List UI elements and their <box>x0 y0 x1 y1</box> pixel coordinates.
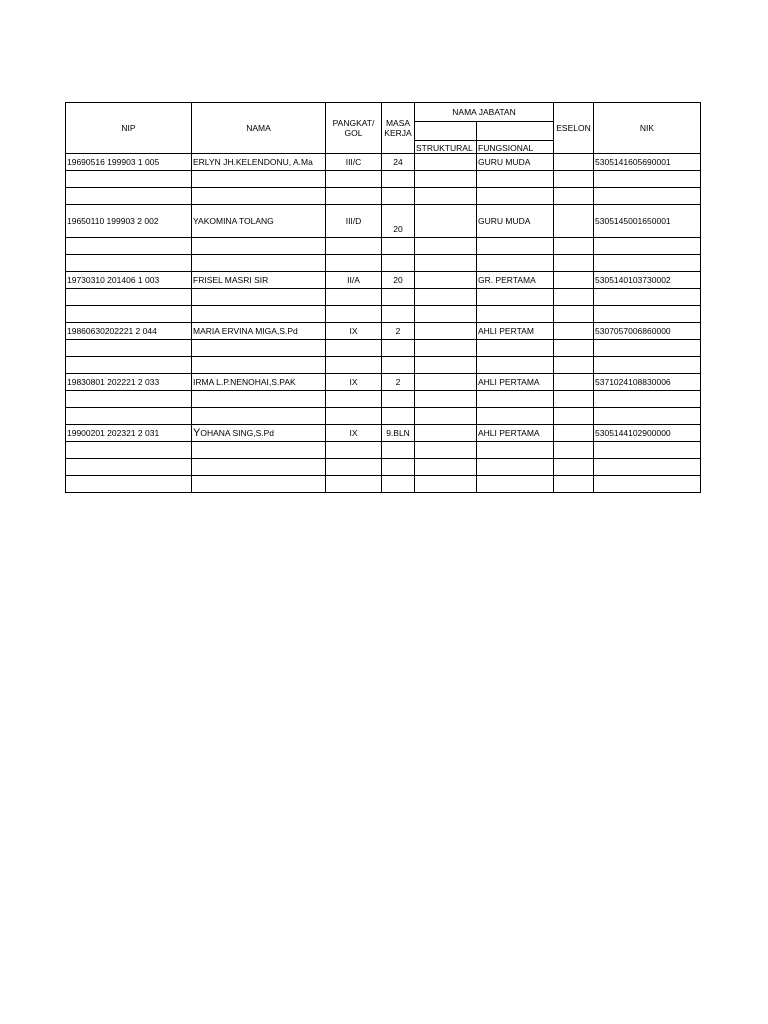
cell-nama: ERLYN JH.KELENDONU, A.Ma <box>192 154 326 171</box>
cell-fungsional: GURU MUDA <box>477 205 554 238</box>
empty-row <box>66 171 701 188</box>
cell-nama-initial: Y <box>193 427 201 439</box>
empty-row <box>66 357 701 374</box>
table-row <box>66 205 701 238</box>
cell-pangkat: IX <box>326 374 382 391</box>
empty-row <box>66 391 701 408</box>
cell-nip: 19690516 199903 1 005 <box>66 154 192 171</box>
empty-row <box>66 238 701 255</box>
empty-row <box>66 442 701 459</box>
header-nip: NIP <box>66 103 192 154</box>
cell-masa: 2 <box>382 323 415 340</box>
header-masa-kerja <box>382 103 415 154</box>
empty-row <box>66 459 701 476</box>
empty-row <box>66 306 701 323</box>
table-row <box>66 425 701 442</box>
cell-fungsional: GR. PERTAMA <box>477 272 554 289</box>
cell-nik: 5305144102900000 <box>594 425 701 442</box>
cell-masa: 2 <box>382 374 415 391</box>
empty-row <box>66 476 701 493</box>
empty-row <box>66 289 701 306</box>
empty-row <box>66 255 701 272</box>
cell-nama: FRISEL MASRI SIR <box>192 272 326 289</box>
cell-masa: 20 <box>382 272 415 289</box>
staff-table <box>65 102 701 493</box>
header-masa-line1: MASA <box>385 118 411 128</box>
cell-nip: 19830801 202221 2 033 <box>66 374 192 391</box>
cell-nama: IRMA L.P.NENOHAI,S.PAK <box>192 374 326 391</box>
cell-fungsional: AHLI PERTAMA <box>477 374 554 391</box>
cell-masa: 24 <box>382 154 415 171</box>
cell-fungsional: AHLI PERTAM <box>477 323 554 340</box>
cell-masa: 9.BLN <box>382 425 415 442</box>
header-row <box>66 103 701 122</box>
cell-nip: 19860630202221 2 044 <box>66 323 192 340</box>
cell-nik: 5305140103730002 <box>594 272 701 289</box>
cell-eselon <box>554 374 594 391</box>
cell-eselon <box>554 323 594 340</box>
header-pangkat-line2: GOL <box>344 128 363 138</box>
table-row <box>66 154 701 171</box>
table-row <box>66 374 701 391</box>
cell-pangkat: III/D <box>326 205 382 238</box>
header-pangkat-line1: PANGKAT/ <box>332 118 375 128</box>
cell-struktural <box>415 272 477 289</box>
cell-nama: YAKOMINA TOLANG <box>192 205 326 238</box>
cell-nik: 5305145001650001 <box>594 205 701 238</box>
cell-masa: 20 <box>382 205 415 238</box>
header-masa-line2: KERJA <box>384 128 412 138</box>
header-struktural: STRUKTURAL <box>415 141 477 154</box>
cell-nip: 19650110 199903 2 002 <box>66 205 192 238</box>
cell-nip: 19730310 201406 1 003 <box>66 272 192 289</box>
cell-struktural <box>415 425 477 442</box>
cell-struktural <box>415 154 477 171</box>
header-fungsional: FUNGSIONAL <box>477 141 554 154</box>
cell-fungsional: AHLI PERTAMA <box>477 425 554 442</box>
cell-nama <box>192 425 326 442</box>
cell-nik: 5307057006860000 <box>594 323 701 340</box>
empty-row <box>66 340 701 357</box>
cell-eselon <box>554 272 594 289</box>
empty-row <box>66 408 701 425</box>
cell-pangkat: III/C <box>326 154 382 171</box>
header-fungsional-blank <box>477 122 554 141</box>
cell-pangkat: II/A <box>326 272 382 289</box>
cell-pangkat: IX <box>326 323 382 340</box>
cell-eselon <box>554 205 594 238</box>
empty-row <box>66 188 701 205</box>
header-eselon: ESELON <box>554 103 594 154</box>
cell-pangkat: IX <box>326 425 382 442</box>
cell-nama-rest: OHANA SING,S.Pd <box>200 428 275 438</box>
header-nik: NIK <box>594 103 701 154</box>
cell-nik: 5371024108830006 <box>594 374 701 391</box>
header-nama: NAMA <box>192 103 326 154</box>
cell-fungsional: GURU MUDA <box>477 154 554 171</box>
cell-eselon <box>554 154 594 171</box>
cell-nama: MARIA ERVINA MIGA,S.Pd <box>192 323 326 340</box>
cell-eselon <box>554 425 594 442</box>
cell-struktural <box>415 374 477 391</box>
header-nama-jabatan: NAMA JABATAN <box>415 103 554 122</box>
cell-struktural <box>415 323 477 340</box>
header-pangkat <box>326 103 382 154</box>
table-row <box>66 323 701 340</box>
header-struktural-blank <box>415 122 477 141</box>
cell-struktural <box>415 205 477 238</box>
table-row <box>66 272 701 289</box>
cell-nip: 19900201 202321 2 031 <box>66 425 192 442</box>
cell-nik: 5305141605690001 <box>594 154 701 171</box>
